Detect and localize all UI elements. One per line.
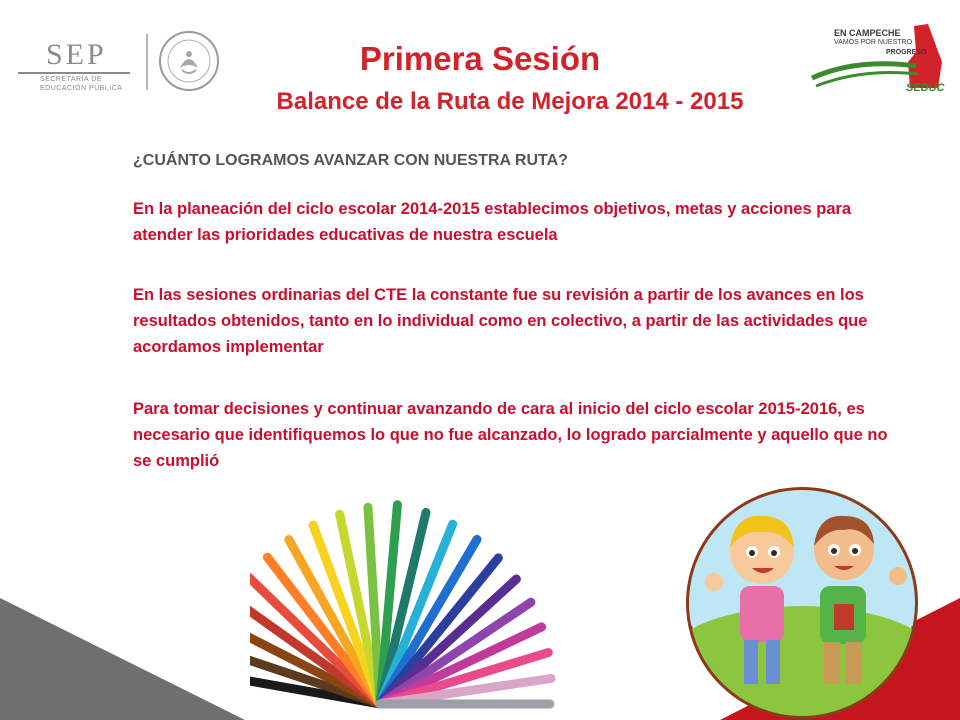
campeche-logo-line2: VAMOS POR NUESTRO <box>834 39 913 46</box>
sep-logo-word: SEP <box>46 38 107 71</box>
seduc-brand: SEDUC <box>906 82 945 94</box>
paragraph-planning: En la planeación del ciclo escolar 2014-2015 establecimos objetivos, metas y acciones para atender las prioridades educativas de nuestra escuela <box>133 200 852 244</box>
campeche-logo-line1: EN CAMPECHE <box>834 28 901 38</box>
campeche-logo-line3: PROGRESO <box>886 49 927 56</box>
gray-corner-band <box>0 598 245 720</box>
paragraph-sessions: En las sesiones ordinarias del CTE la constante fue su revisión a partir de los avances en los resultados obtenidos, tanto en lo individual como en colectivo, a partir de las actividades que acordamos implementar <box>133 286 868 356</box>
guiding-question: ¿CUÁNTO LOGRAMOS AVANZAR CON NUESTRA RUTA? <box>133 152 568 169</box>
sep-logo-line1: SECRETARÍA DE <box>40 76 102 83</box>
slide-subtitle: Balance de la Ruta de Mejora 2014 - 2015 <box>276 88 744 115</box>
colored-pencils-illustration <box>250 494 590 720</box>
paragraph-decisions: Para tomar decisiones y continuar avanzando de cara al inicio del ciclo escolar 2015-2016, es necesario que identifiquemos lo que no fue alcanzado, lo logrado parcialmente y aquello que no se cumplió <box>133 400 888 470</box>
slide-title: Primera Sesión <box>359 40 601 77</box>
children-thumbs-up-illustration <box>684 486 920 720</box>
sep-logo-line2: EDUCACIÓN PÚBLICA <box>40 85 123 92</box>
